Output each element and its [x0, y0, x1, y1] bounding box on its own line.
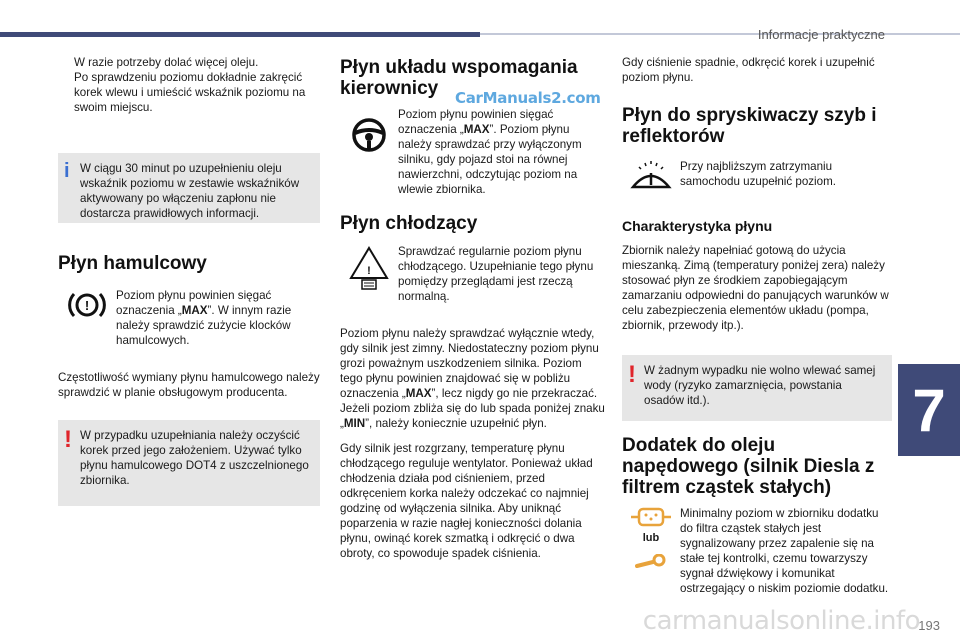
brake-icon-row	[58, 288, 320, 348]
washer-fluid-heading: Płyn do spryskiwaczy szyb i reflektorów	[622, 105, 877, 147]
additive-icon-text: Minimalny poziom w zbiorniku dodatku do filtra cząstek stałych jest sygnalizowany przez zapalenie się na stałe tej kontrolki, czemu towarzyszy sygnał dźwiękowy i komunikat ostrzegający o niskim poziomie dodatku.	[680, 507, 889, 595]
warning-text: W przypadku uzupełniania należy oczyścić korek przed jego założeniem. Używać tylko płynu hamulcowego DOT4 z uszczelnionego zbiornika.	[80, 429, 309, 487]
footer-watermark: carmanualsonline.info	[642, 606, 920, 636]
additive-icons	[622, 506, 680, 572]
brake-fluid-heading: Płyn hamulcowy	[58, 253, 207, 274]
header-bar	[0, 32, 480, 37]
particle-filter-icon	[631, 506, 671, 528]
watermark-carmanuals: CarManuals2.com	[455, 89, 601, 107]
steering-icon-text: Poziom płynu powinien sięgać oznaczenia „MAX”. Poziom płynu należy sprawdzać przy wyłączonym silniku, gdy pojazd stoi na równej nawierzchni, odczytując poziom na wlewie zbiornika.	[398, 108, 582, 196]
steering-wheel-icon	[340, 107, 398, 153]
list-item: W razie potrzeby dolać więcej oleju.	[58, 55, 320, 70]
warning-text: W żadnym wypadku nie wolno wlewać samej wody (ryzyko zamarznięcia, powstania osadów itd.).	[644, 364, 876, 407]
brake-icon-text: Poziom płynu powinien sięgać oznaczenia „MAX”. W innym razie należy sprawdzić zużycie klocków hamulcowych.	[116, 289, 292, 347]
coolant-hot-warning-icon	[340, 244, 398, 290]
warning-icon: !	[64, 426, 72, 453]
chapter-tab: 7	[898, 364, 960, 456]
svg-text:!: !	[84, 298, 90, 313]
coolant-paragraph-2: Gdy silnik jest rozgrzany, temperaturę płynu chłodzącego reguluje wentylator. Ponieważ układ chłodzenia działa pod ciśnieniem, przed odkręceniem korka należy odczekać co najmniej godzinę od wyłączenia silnika. Aby uniknąć poparzenia w razie nagłej konieczności dolania płynu, owinąć korek szmatką i odkręcić o dwa obroty, co spowoduje spadek ciśnienia.	[340, 442, 593, 560]
washer-icon-text: Przy najbliższym zatrzymaniu samochodu uzupełnić poziom.	[680, 160, 836, 188]
info-icon: i	[64, 160, 70, 182]
svg-text:!: !	[367, 265, 371, 277]
washer-icon-row	[622, 159, 892, 193]
or-label: lub	[642, 532, 660, 544]
coolant-paragraph-1: Poziom płynu należy sprawdzać wyłącznie wtedy, gdy silnik jest zimny. Niedostateczny poziom płynu grozi poważnym uszkodzeniem silnika. Poziom tego płynu powinien znajdować się w pobliżu oznaczenia „MAX”, lecz nigdy go nie przekraczać. Jeżeli poziom zbliża się do lub spada poniżej znaku „MIN”, należy koniecznie uzupełnić płyn.	[340, 327, 605, 430]
coolant-icon-row	[340, 244, 605, 304]
list-item: Po sprawdzeniu poziomu dokładnie zakręcić korek wlewu i umieścić wskaźnik poziomu na swoim miejscu.	[58, 70, 320, 115]
fluid-spec-text: Zbiornik należy napełniać gotową do użycia mieszanką. Zimą (temperatury poniżej zera) należy stosować płyn ze środkiem zapobiegającym zamarzaniu odpowiedni do panujących warunków w celu zabezpieczenia elementów układu (pompa, zbiornik, przewody itp.).	[622, 244, 889, 332]
bullet-glyph	[58, 70, 74, 115]
column-2	[340, 55, 605, 561]
wrench-icon	[635, 554, 667, 572]
coolant-icon-text: Sprawdzać regularnie poziom płynu chłodzącego. Uzupełnianie tego płynu pomiędzy przeglądami jest rzeczą normalną.	[398, 245, 594, 303]
bullet-glyph	[58, 55, 74, 70]
warning-icon: !	[628, 361, 636, 388]
washer-warning-box	[622, 355, 892, 421]
brake-warning-icon	[58, 288, 116, 322]
additive-icon-row	[622, 506, 892, 596]
fluid-spec-heading: Charakterystyka płynu	[622, 218, 773, 234]
steering-fluid-heading: Płyn układu wspomagania kierownicy	[340, 57, 578, 99]
column-3-intro: Gdy ciśnienie spadnie, odkręcić korek i uzupełnić poziom płynu.	[622, 56, 875, 84]
section-title: Informacje praktyczne	[757, 27, 885, 42]
brake-warning-box	[58, 420, 320, 506]
steering-icon-row	[340, 107, 605, 197]
oil-bullets	[58, 55, 320, 115]
page-number: 193	[918, 618, 940, 633]
coolant-heading: Płyn chłodzący	[340, 213, 478, 234]
column-1	[58, 55, 320, 506]
column-3	[622, 55, 892, 596]
brake-paragraph: Częstotliwość wymiany płynu hamulcowego należy sprawdzić w planie obsługowym producenta.	[58, 371, 320, 399]
info-text: W ciągu 30 minut po uzupełnieniu oleju wskaźnik poziomu w zestawie wskaźników aktywowany po włączeniu zapłonu nie dostarcza prawidłowych informacji.	[80, 162, 300, 220]
info-box	[58, 153, 320, 223]
diesel-additive-heading: Dodatek do oleju napędowego (silnik Diesla z filtrem cząstek stałych)	[622, 435, 875, 498]
header-bar-light	[480, 33, 960, 35]
washer-icon	[622, 159, 680, 193]
